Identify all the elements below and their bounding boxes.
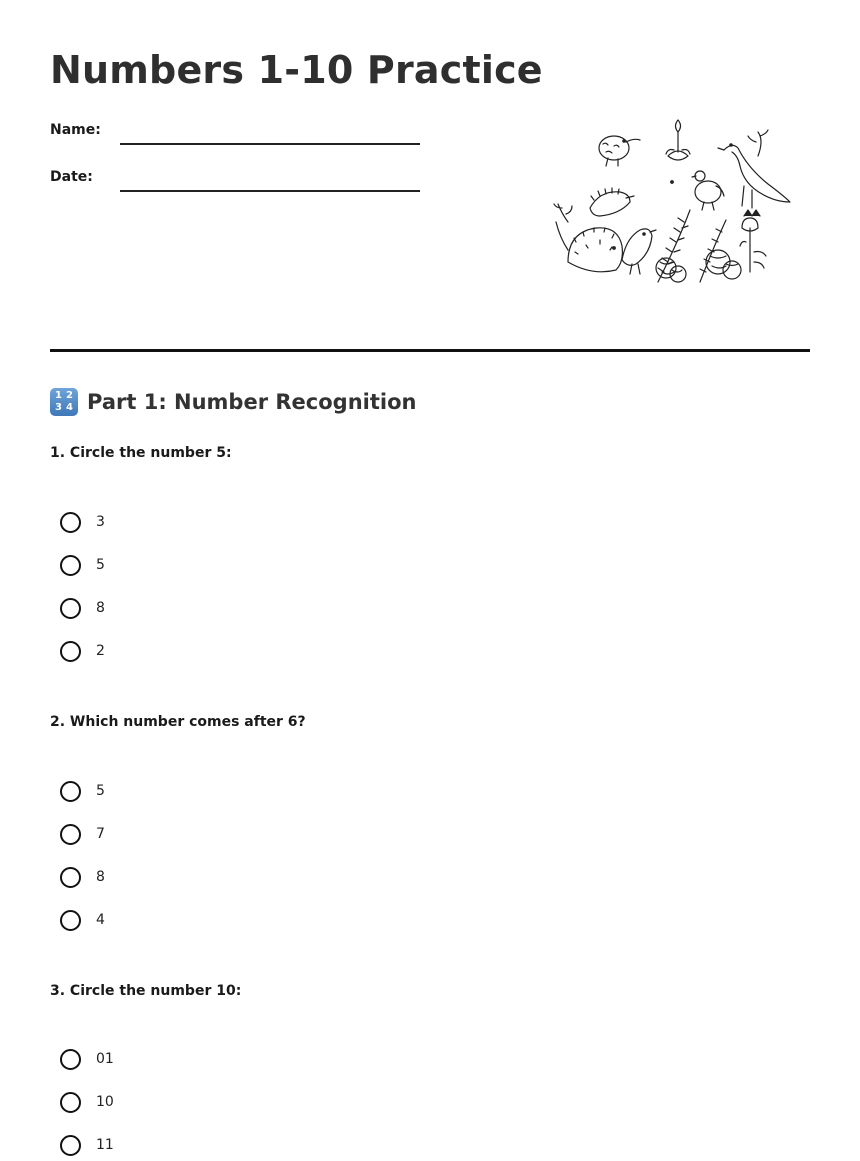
plants-drawing <box>656 210 766 282</box>
option-label: 10 <box>96 1094 114 1110</box>
radio-circle[interactable] <box>60 512 81 533</box>
name-label: Name: <box>50 122 101 138</box>
option-label: 5 <box>96 557 105 573</box>
section-divider <box>50 349 810 352</box>
flower-drawing <box>666 120 690 183</box>
section-heading <box>50 388 416 416</box>
option-label: 8 <box>96 869 105 885</box>
radio-circle[interactable] <box>60 824 81 845</box>
option-label: 11 <box>96 1137 114 1153</box>
spiky-creature-drawing <box>556 222 622 272</box>
quail-drawing <box>692 171 724 210</box>
animals-illustration <box>548 112 796 288</box>
option-label: 5 <box>96 783 105 799</box>
question-2-option[interactable] <box>60 778 105 804</box>
radio-circle[interactable] <box>60 867 81 888</box>
question-2: 2. Which number comes after 6? <box>50 714 306 730</box>
heron-drawing <box>718 130 790 208</box>
question-2-option[interactable] <box>60 821 105 847</box>
radio-circle[interactable] <box>60 641 81 662</box>
option-label: 01 <box>96 1051 114 1067</box>
icon-digit: 2 <box>66 390 73 401</box>
question-2-option[interactable] <box>60 864 105 890</box>
date-field[interactable] <box>120 190 420 192</box>
question-3-option[interactable] <box>60 1089 114 1115</box>
question-3-option[interactable] <box>60 1132 114 1158</box>
date-label: Date: <box>50 169 93 185</box>
radio-circle[interactable] <box>60 598 81 619</box>
option-label: 4 <box>96 912 105 928</box>
radio-circle[interactable] <box>60 1092 81 1113</box>
radio-circle[interactable] <box>60 910 81 931</box>
section-title: Part 1: Number Recognition <box>87 390 417 414</box>
radio-circle[interactable] <box>60 781 81 802</box>
question-3: 3. Circle the number 10: <box>50 983 242 999</box>
question-1: 1. Circle the number 5: <box>50 445 232 461</box>
icon-digit: 4 <box>66 402 73 413</box>
small-bird-drawing <box>622 229 656 274</box>
question-1-option[interactable] <box>60 552 105 578</box>
radio-circle[interactable] <box>60 1135 81 1156</box>
icon-digit: 1 <box>55 390 62 401</box>
kiwi-drawing <box>599 136 640 166</box>
question-2-option[interactable] <box>60 907 105 933</box>
hedgehog-drawing <box>554 188 634 222</box>
option-label: 7 <box>96 826 105 842</box>
question-1-option[interactable] <box>60 638 105 664</box>
option-label: 3 <box>96 514 105 530</box>
radio-circle[interactable] <box>60 1049 81 1070</box>
radio-circle[interactable] <box>60 555 81 576</box>
question-3-option[interactable] <box>60 1046 114 1072</box>
input-numbers-icon <box>50 388 78 416</box>
question-1-option[interactable] <box>60 509 105 535</box>
option-label: 8 <box>96 600 105 616</box>
name-field[interactable] <box>120 143 420 145</box>
question-1-option[interactable] <box>60 595 105 621</box>
option-label: 2 <box>96 643 105 659</box>
page-title: Numbers 1-10 Practice <box>50 48 543 92</box>
icon-digit: 3 <box>55 402 62 413</box>
